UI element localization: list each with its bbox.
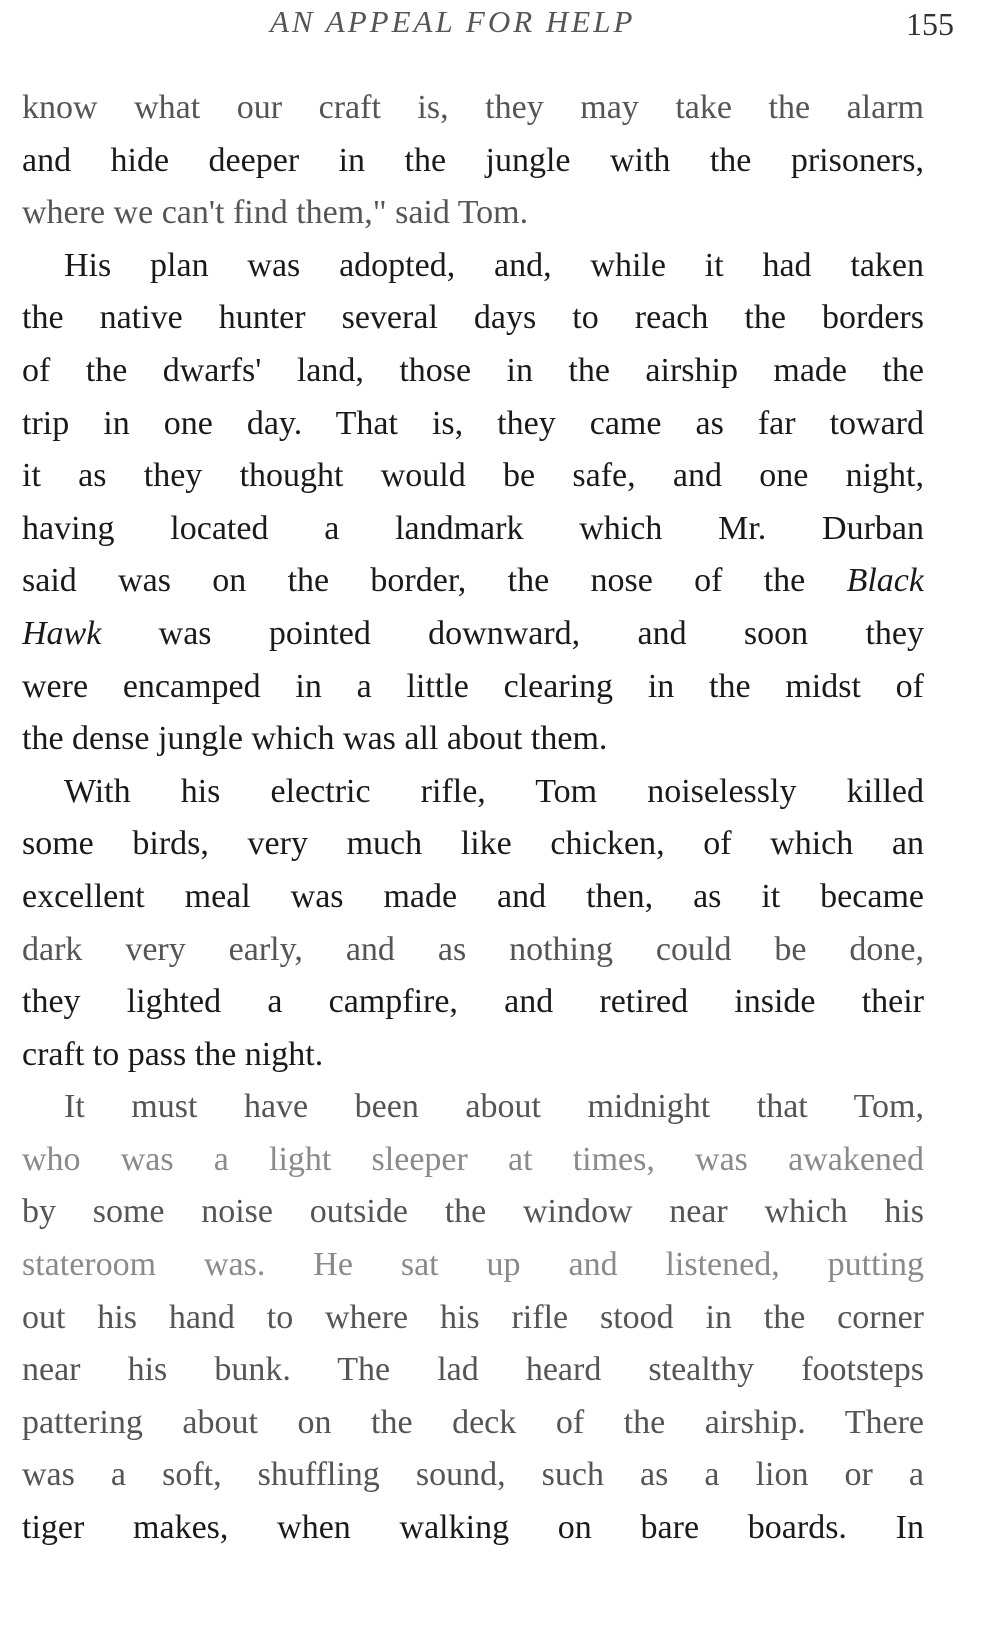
text-line: by some noise outside the window near which his	[22, 1193, 924, 1231]
text-line: some birds, very much like chicken, of which an	[22, 825, 924, 863]
text-line: pattering about on the deck of the airship. There	[22, 1403, 924, 1441]
text-line: tiger makes, when walking on bare boards. In	[22, 1509, 924, 1547]
italic-ship-name: Hawk	[22, 614, 102, 652]
body-text	[22, 82, 924, 1555]
text-line: know what our craft is, they may take the alarm	[22, 89, 924, 126]
page-number: 155	[906, 6, 954, 42]
text-line: of the dwarfs' land, those in the airship made the	[22, 351, 924, 389]
text-line: dark very early, and as nothing could be done,	[22, 930, 924, 968]
text-line: and hide deeper in the jungle with the prisoners,	[22, 141, 924, 179]
text-line: were encamped in a little clearing in the midst of	[22, 667, 924, 705]
text-segment: said was on the border, the nose of the	[22, 562, 847, 600]
text-line: out his hand to where his rifle stood in the corner	[22, 1298, 924, 1336]
running-header	[0, 4, 989, 44]
text-line: trip in one day. That is, they came as far toward	[22, 404, 924, 442]
text-line: having located a landmark which Mr. Durban	[22, 509, 924, 547]
text-line: stateroom was. He sat up and listened, putting	[22, 1246, 924, 1284]
text-line	[22, 555, 924, 608]
text-line: craft to pass the night.	[22, 1035, 324, 1073]
text-line: near his bunk. The lad heard stealthy footsteps	[22, 1351, 924, 1389]
text-line: the dense jungle which was all about them.	[22, 720, 608, 758]
text-line	[22, 608, 924, 661]
text-line: was a soft, shuffling sound, such as a lion or a	[22, 1456, 924, 1494]
text-line: With his electric rifle, Tom noiselessly killed	[64, 772, 924, 810]
text-line: where we can't find them," said Tom.	[22, 194, 529, 232]
text-line: the native hunter several days to reach the borders	[22, 299, 924, 337]
text-line: it as they thought would be safe, and one night,	[22, 457, 924, 495]
text-line: excellent meal was made and then, as it became	[22, 877, 924, 915]
italic-ship-name: Black	[846, 562, 924, 600]
text-line: they lighted a campfire, and retired inside their	[22, 983, 924, 1021]
text-line: His plan was adopted, and, while it had taken	[64, 246, 924, 284]
text-segment: was pointed downward, and soon they	[101, 614, 924, 652]
running-title: AN APPEAL FOR HELP	[270, 4, 636, 39]
text-line: who was a light sleeper at times, was awakened	[22, 1140, 924, 1178]
text-line: It must have been about midnight that Tom,	[64, 1088, 924, 1126]
